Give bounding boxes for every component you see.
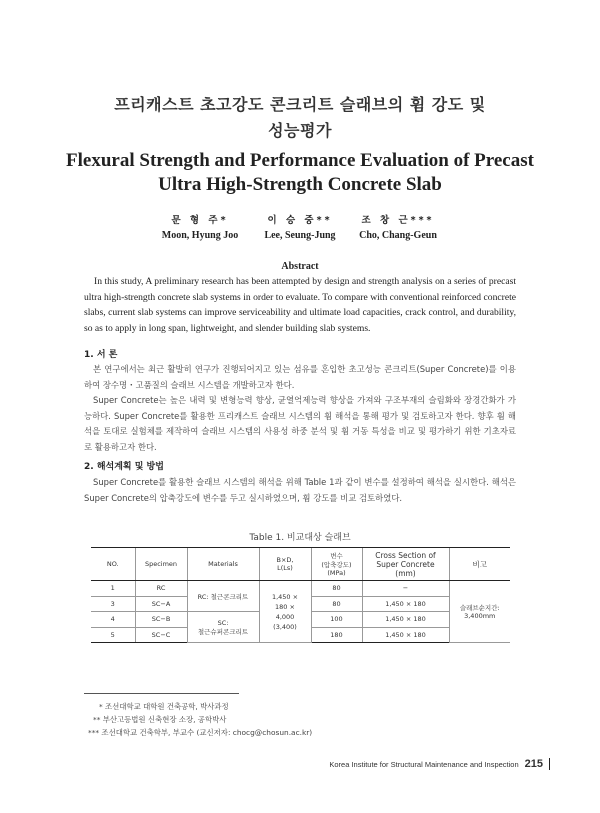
- author-1-korean: 문 형 주*: [171, 215, 229, 226]
- table-cell-specimen: RC: [135, 581, 187, 597]
- abstract-body: [84, 274, 516, 336]
- table-cell-section: 1,450 × 180: [362, 612, 449, 628]
- table-cell-no: 3: [91, 596, 135, 612]
- title-korean-line-1: 프리캐스트 초고강도 콘크리트 슬래브의 휨 강도 및: [114, 95, 486, 114]
- table-cell-materials-rc: RC: 철근콘크리트: [187, 581, 259, 612]
- table-header-specimen: Specimen: [135, 548, 187, 581]
- abstract-text: In this study, A preliminary research has been attempted by design and strength analysis on a series of precast ultra high-strength concrete slab systems in order to evaluate. To compare with conventional reinforced concrete slabs, current slab systems can improve serviceability and ultimate load capacities, crack control, and durability, so as to apply in long span, lightweight, and slender building slab systems.: [84, 276, 516, 334]
- table-cell-section: −: [362, 581, 449, 597]
- footnote-3: *** 조선대학교 건축학부, 부교수 (교신저자: chocg@chosun.ac.kr): [88, 728, 313, 737]
- section-1-paragraph: 본 연구에서는 최근 활발히 연구가 진행되어지고 있는 섬유를 혼입한 초고성능 콘크리트(Super Concrete)를 이용하여 장수명・고품질의 슬래브 시스템을 개발하고자 한다.: [84, 364, 516, 390]
- abstract-heading: Abstract: [281, 261, 319, 272]
- author-2: [250, 212, 350, 241]
- author-1: [150, 212, 250, 241]
- table-cell-section: 1,450 × 180: [362, 596, 449, 612]
- table-cell-no: 4: [91, 612, 135, 628]
- table-header-strength: 변수 (압축강도) (MPa): [311, 548, 362, 581]
- table-cell-no: 1: [91, 581, 135, 597]
- comparison-table: [91, 547, 510, 643]
- author-3: [348, 212, 448, 241]
- table-header-dimensions: B×D, L(Ls): [259, 548, 311, 581]
- section-2-paragraph: Super Concrete를 활용한 슬래브 시스템의 해석을 위해 Table 1과 같이 변수를 설정하여 해석을 실시한다. 해석은 Super Concrete의 압축강도에 변수를 두고 실시하였으며, 휨 강도를 비교 검토하였다.: [84, 477, 516, 503]
- table-row: [91, 581, 510, 597]
- table-cell-section: 1,450 × 180: [362, 627, 449, 643]
- table-cell-strength: 80: [311, 596, 362, 612]
- table-cell-strength: 100: [311, 612, 362, 628]
- author-3-english: Cho, Chang-Geun: [359, 230, 437, 241]
- table-cell-strength: 80: [311, 581, 362, 597]
- author-2-english: Lee, Seung-Jung: [264, 230, 336, 241]
- section-1-heading: 1. 서 론: [84, 350, 118, 360]
- table-cell-dimensions: 1,450 × 180 × 4,000 (3,400): [259, 581, 311, 643]
- page-footer: [329, 758, 550, 770]
- table-cell-specimen: SC−B: [135, 612, 187, 628]
- journal-name: Korea Institute for Structural Maintenance and Inspection: [329, 760, 519, 769]
- page-number: 215: [525, 758, 550, 770]
- table-caption: Table 1. 비교대상 슬래브: [249, 533, 351, 543]
- footnote-divider: [84, 693, 239, 694]
- table-cell-materials-sc: SC: 철근슈퍼콘크리트: [187, 612, 259, 643]
- author-3-korean: 조 창 근***: [361, 215, 435, 226]
- table-cell-remark: 슬래브순지간: 3,400mm: [449, 581, 510, 643]
- section-2-heading: 2. 해석계획 및 방법: [84, 462, 164, 472]
- footnote-2: ** 부산고등법원 신축현장 소장, 공학박사: [93, 715, 227, 724]
- table-header-cross-section: Cross Section of Super Concrete (mm): [362, 548, 449, 581]
- title-english-line-2: Ultra High-Strength Concrete Slab: [158, 174, 442, 195]
- table-header-materials: Materials: [187, 548, 259, 581]
- section-2-body: [84, 475, 516, 506]
- section-1-paragraph: Super Concrete는 높은 내력 및 변형능력 향상, 균열억제능력 향상을 가져와 구조부재의 슬림화와 장경간화가 가능하다. Super Concrete를 활용한 프리캐스트 슬래브 시스템의 휨 해석을 통해 평가 및 검토하고자 한다. 향후 휨 해석을 토대로 실험체를 제작하여 슬래브 시스템의 사용성 하중 분석 및 휨 거동 특성을 비교 및 평가하기 위한 기초자료로 활용하고자 한다.: [84, 395, 516, 452]
- author-1-english: Moon, Hyung Joo: [161, 230, 239, 241]
- table-cell-specimen: SC−C: [135, 627, 187, 643]
- section-1-body: [84, 362, 516, 455]
- table-header-remarks: 비고: [449, 548, 510, 581]
- title-korean-line-2: 성능평가: [268, 121, 332, 140]
- author-2-korean: 이 승 중**: [267, 215, 333, 226]
- footnote-1: * 조선대학교 대학원 건축공학, 박사과정: [99, 702, 229, 711]
- table-cell-no: 5: [91, 627, 135, 643]
- table-cell-specimen: SC−A: [135, 596, 187, 612]
- table-cell-strength: 180: [311, 627, 362, 643]
- title-english-line-1: Flexural Strength and Performance Evaluation of Precast: [66, 150, 534, 171]
- table-header-no: NO.: [91, 548, 135, 581]
